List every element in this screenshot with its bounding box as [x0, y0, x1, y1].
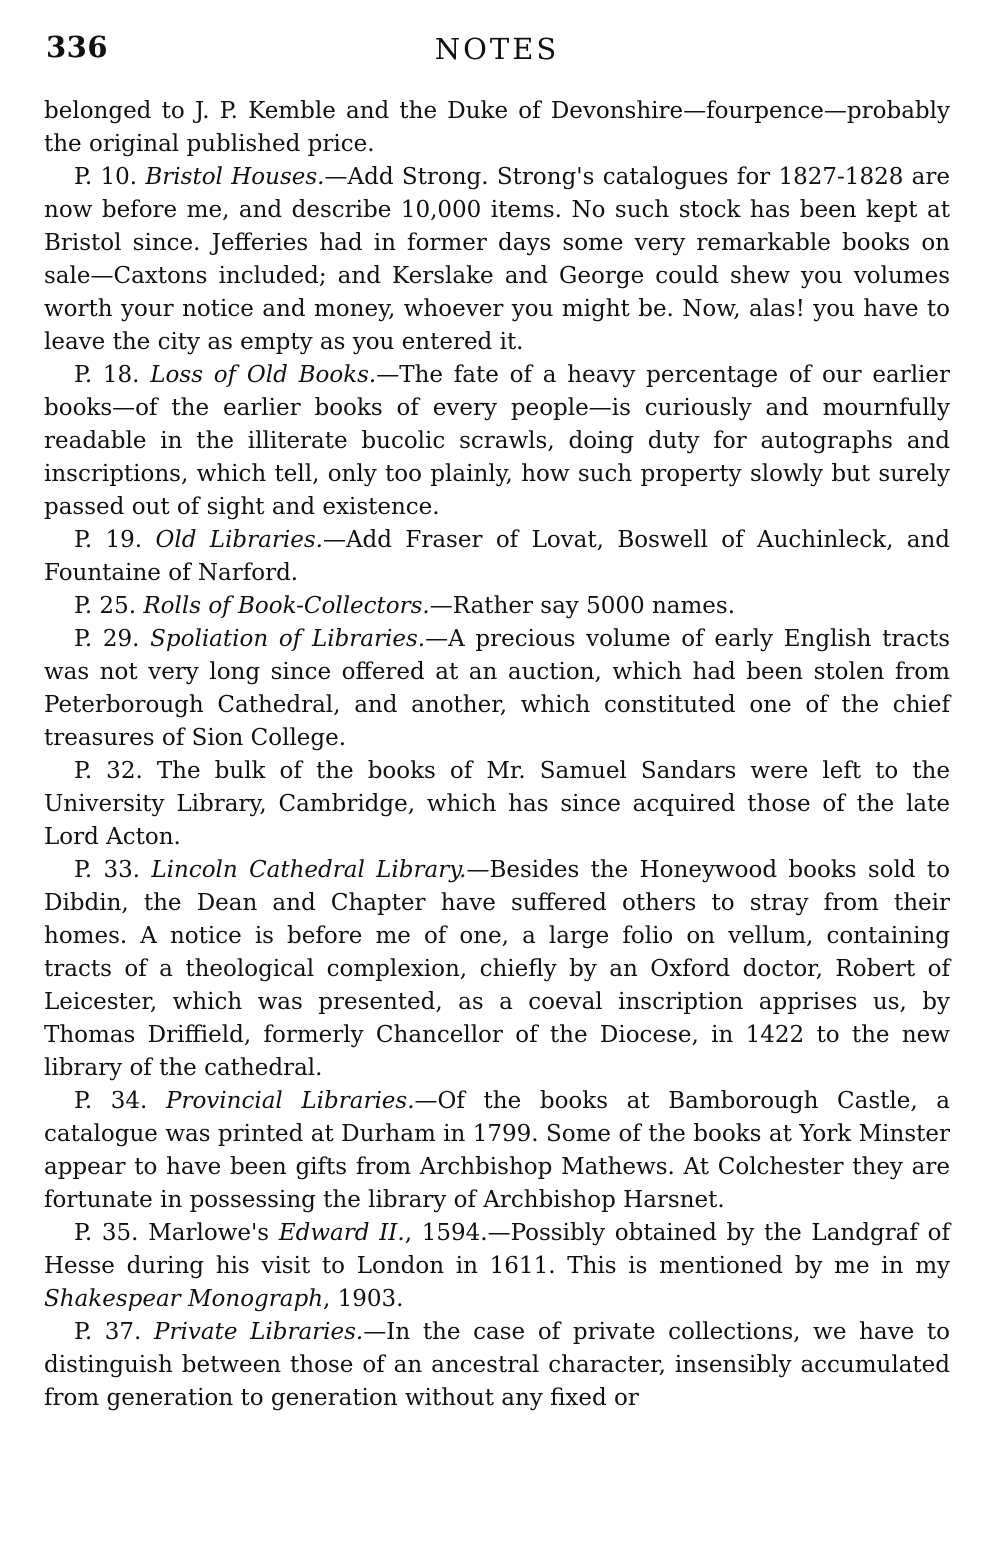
note-text: —A precious volume of early English tracts was not very long since offered at an auction, which had been stolen from Peterborough Cathedral, and another, which constituted one of the chief treasures of Sion College. [44, 626, 950, 751]
note-ref: P. 29. [74, 626, 140, 652]
note-p37 [44, 1316, 950, 1415]
note-text: —Of the books at Bamborough Castle, a catalogue was printed at Durham in 1799. Some of the books at York Minster appear to have been gifts from Archbishop Mathews. At Colchester they are fortunate in possessing the library of Archbishop Harsnet. [44, 1088, 951, 1213]
note-text: —Rather say 5000 names. [429, 593, 736, 619]
note-title: Bristol Houses. [145, 164, 325, 190]
note-ref: P. 33. [74, 857, 141, 883]
note-text: —Add Strong. Strong's catalogues for 1827-1828 are now before me, and describe 10,000 items. No such stock has been kept at Bristol since. Jefferies had in former days some very remarkable books on sale—Caxtons included; and Kerslake and George could shew you volumes worth your notice and money, whoever you might be. Now, alas! you have to leave the city as empty as you entered it. [44, 164, 950, 355]
note-title: Old Libraries. [155, 527, 323, 553]
note-p32 [44, 755, 950, 854]
note-ref: P. 35. [74, 1220, 139, 1246]
note-p19 [44, 524, 950, 590]
note-text: —The fate of a heavy percentage of our earlier books—of the earlier books of every people—is curiously and mournfully readable in the illiterate bucolic scrawls, doing duty for autographs and inscriptions, which tell, only too plainly, how such property slowly but surely passed out of sight and existence. [44, 362, 951, 520]
note-ref: P. 32. [74, 758, 143, 784]
note-ref: P. 19. [74, 527, 143, 553]
note-text: The bulk of the books of Mr. Samuel Sandars were left to the University Library, Cambridge, which has since acquired those of the late Lord Acton. [44, 758, 950, 850]
note-p29 [44, 623, 950, 755]
note-ref: P. 25. [74, 593, 137, 619]
note-title: Spoliation of Libraries. [150, 626, 426, 652]
note-text: —Add Fraser of Lovat, Boswell of Auchinleck, and Fountaine of Narford. [44, 527, 951, 586]
continuation-paragraph: belonged to J. P. Kemble and the Duke of Devonshire—fourpence—probably the original published price. [44, 98, 950, 157]
running-head: NOTES [434, 32, 560, 66]
note-ref: P. 10. [74, 164, 138, 190]
note-text: Marlowe's [148, 1220, 279, 1246]
note-text: —Besides the Honeywood books sold to Dibdin, the Dean and Chapter have suffered others to stray from their homes. A notice is before me of one, a large folio on vellum, containing tracts of a theological complexion, chiefly by an Oxford doctor, Robert of Leicester, which was presented, as a coeval inscription apprises us, by Thomas Driffield, formerly Chancellor of the Diocese, in 1422 to the new library of the cathedral. [44, 857, 951, 1081]
work-title: Shakespear Monograph [44, 1286, 324, 1312]
page-header [44, 22, 950, 72]
note-text: —In the case of private collections, we have to distinguish between those of an ancestral character, insensibly accumulated from generation to generation without any fixed or [44, 1319, 950, 1411]
note-p10 [44, 161, 950, 359]
note-p25 [44, 590, 950, 623]
note-title: Loss of Old Books. [150, 362, 377, 388]
note-p35 [44, 1217, 950, 1316]
note-title: Rolls of Book-Collectors. [143, 593, 430, 619]
note-p34 [44, 1085, 950, 1217]
note-p18 [44, 359, 950, 524]
note-title: Provincial Libraries. [165, 1088, 415, 1114]
note-ref: P. 18. [74, 362, 140, 388]
work-title: Edward II. [278, 1220, 405, 1246]
book-page [44, 22, 950, 72]
note-ref: P. 34. [74, 1088, 148, 1114]
page-number: 336 [46, 30, 109, 64]
note-text: , 1594.—Possibly obtained by the Landgraf of Hesse during his visit to London in 1611. This is mentioned by me in my [44, 1220, 950, 1279]
note-title: Lincoln Cathedral Library. [151, 857, 467, 883]
note-title: Private Libraries. [154, 1319, 364, 1345]
note-text: , 1903. [323, 1286, 404, 1312]
note-p33 [44, 854, 950, 1085]
notes-body [44, 95, 950, 1415]
note-ref: P. 37. [74, 1319, 142, 1345]
